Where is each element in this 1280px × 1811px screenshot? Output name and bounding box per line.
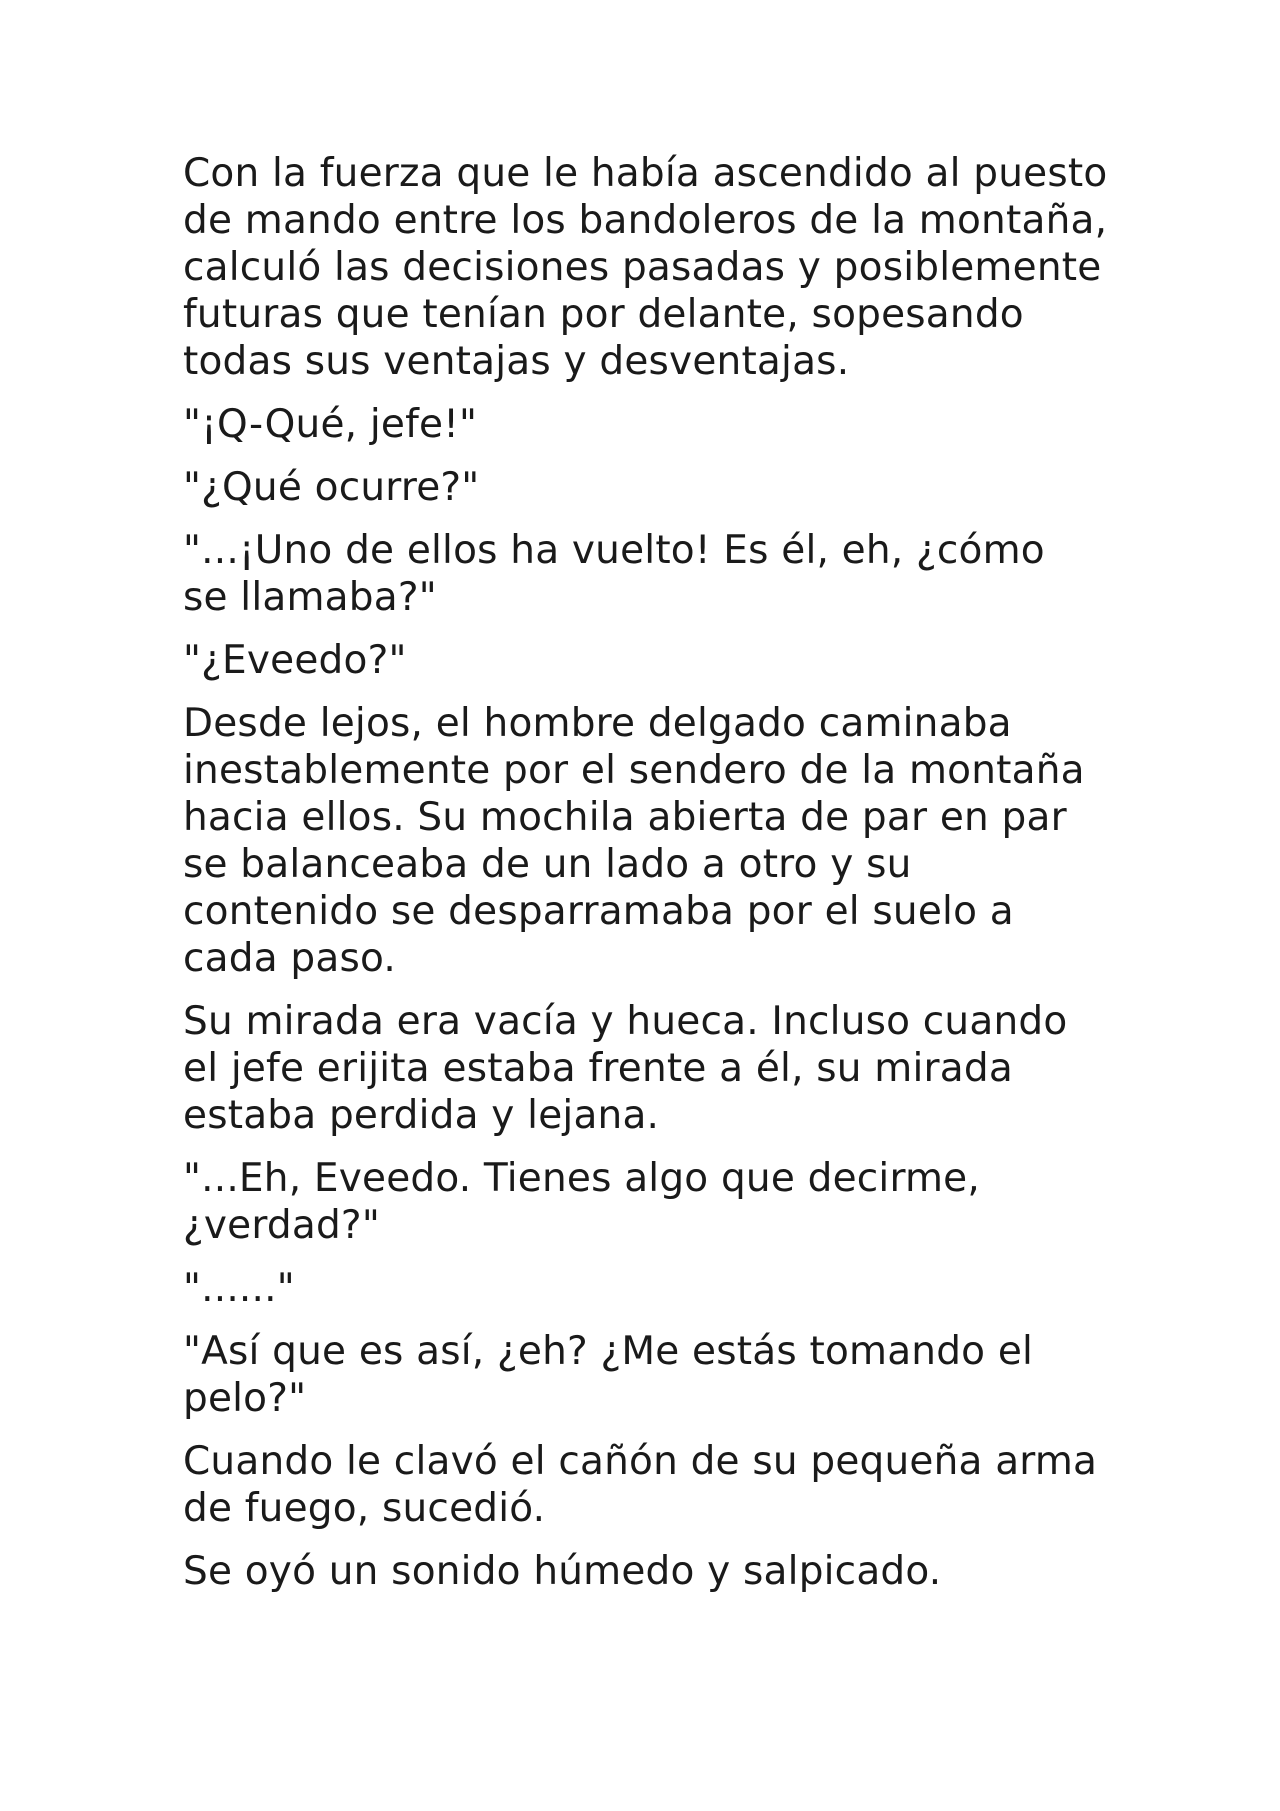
dialogue-line: "¿Qué ocurre?" [183, 465, 480, 510]
paragraph: Desde lejos, el hombre delgado caminaba inestablemente por el sendero de la montaña hacia ellos. Su mochila abierta de par en par se balanceaba de un lado a otro y su contenido se desparramaba por el suelo a cada paso. [183, 701, 1085, 981]
dialogue-line: "...Eh, Eveedo. Tienes algo que decirme, ¿verdad?" [183, 1156, 980, 1248]
dialogue-line: "Así que es así, ¿eh? ¿Me estás tomando el pelo?" [183, 1329, 1034, 1421]
dialogue-line: "¡Q-Qué, jefe!" [183, 402, 478, 447]
paragraph: Se oyó un sonido húmedo y salpicado. [183, 1549, 942, 1594]
paragraph: Cuando le clavó el cañón de su pequeña arma de fuego, sucedió. [183, 1439, 1098, 1531]
dialogue-line: "¿Eveedo?" [183, 638, 407, 683]
paragraph: Su mirada era vacía y hueca. Incluso cuando el jefe erijita estaba frente a él, su mirada estaba perdida y lejana. [183, 999, 1068, 1138]
dialogue-line: "......" [183, 1266, 295, 1311]
paragraph: Con la fuerza que le había ascendido al puesto de mando entre los bandoleros de la montaña, calculó las decisiones pasadas y posiblemente futuras que tenían por delante, sopesando todas sus ventajas y desventajas. [183, 151, 1108, 384]
dialogue-line: "...¡Uno de ellos ha vuelto! Es él, eh, ¿cómo se llamaba?" [183, 528, 1045, 620]
story-text [183, 150, 1113, 1611]
